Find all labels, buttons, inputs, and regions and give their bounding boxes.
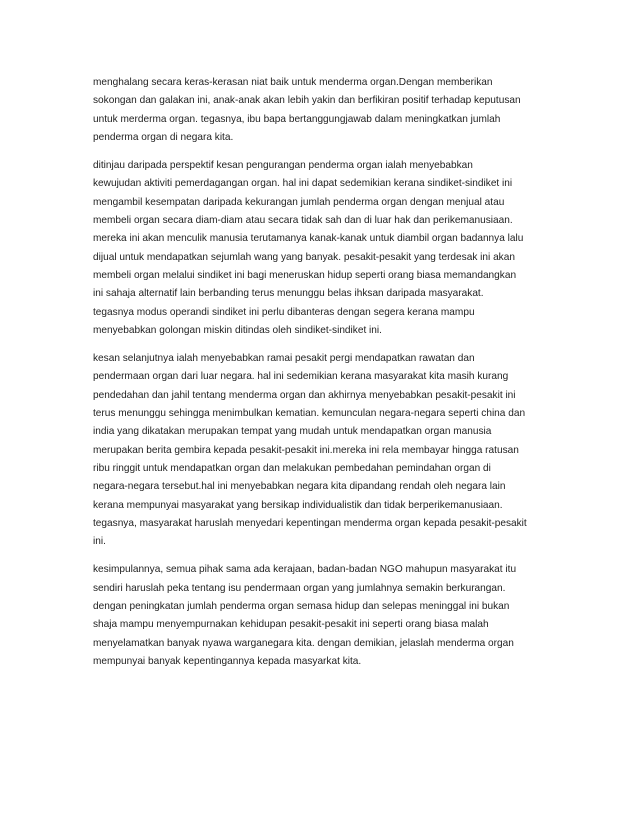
text-line: mengambil kesempatan daripada kekurangan jumlah penderma organ dengan menjual atau [93,196,505,208]
text-line: negara-negara tersebut.hal ini menyebabkan negara kita dipandang rendah oleh negara lain [93,481,506,493]
text-line: untuk merderma organ. tegasnya, ibu bapa bertanggungjawab dalam meningkatkan jumlah [93,113,501,125]
text-line: tegasnya, masyarakat haruslah menyedari kepentingan menderma organ kepada pesakit-pesakit [93,517,527,529]
text-line: kesimpulannya, semua pihak sama ada kerajaan, badan-badan NGO mahupun masyarakat itu [93,564,517,576]
text-line: pendedahan dan jahil tentang menderma organ dan akhirnya menyebabkan pesakit-pesakit ini [93,389,516,401]
text-line: kesan selanjutnya ialah menyebabkan ramai pesakit pergi mendapatkan rawatan dan [93,353,475,365]
text-line: ini. [93,536,106,548]
text-line: terus menunggu sehingga menimbulkan kematian. kemunculan negara-negara seperti china dan [93,408,526,420]
text-line: menghalang secara keras-kerasan niat baik untuk menderma organ.Dengan memberikan [93,77,493,88]
text-line: menyelamatkan banyak nyawa warganegara kita. dengan demikian, jelaslah menderma organ [93,637,514,649]
document-body [93,74,553,681]
text-line: membeli organ secara diam-diam atau secara tidak sah dan di luar hak dan perikemanusiaan. [93,215,513,227]
text-line: mereka ini akan menculik manusia terutamanya kanak-kanak untuk diambil organ badannya lalu [93,233,524,245]
paragraph [93,157,553,340]
text-line: mempunyai banyak kepentingannya kepada masyarkat kita. [93,655,362,667]
text-line: ditinjau daripada perspektif kesan pengurangan penderma organ ialah menyebabkan [93,160,473,172]
paragraph [93,350,553,551]
text-line: pendermaan organ dari luar negara. hal ini sedemikian kerana masyarakat kita masih kurang [93,371,509,383]
text-line: kerana mempunyai masyarakat yang bersikap individualistik dan tidak berperikemanusiaan. [93,499,503,511]
text-line: dijual untuk mendapatkan sejumlah wang yang banyak. pesakit-pesakit yang terdesak ini akan [93,251,515,263]
paragraph [93,74,553,147]
text-line: kewujudan aktiviti pemerdagangan organ. hal ini dapat sedemikian kerana sindiket-sindiket ini [93,178,513,190]
text-line: merupakan berita gembira kepada pesakit-pesakit ini.mereka ini rela membayar hingga ratusan [93,444,519,456]
text-line: shaja mampu menyempurnakan kehidupan pesakit-pesakit ini seperti orang biasa malah [93,619,489,631]
text-line: tegasnya modus operandi sindiket ini perlu dibanteras dengan segera kerana mampu [93,306,475,318]
text-line: sendiri haruslah peka tentang isu pendermaan organ yang jumlahnya semakin berkurangan. [93,582,506,594]
text-line: india yang dikatakan merupakan tempat yang mudah untuk mendapatkan organ manusia [93,426,492,438]
text-line: membeli organ melalui sindiket ini bagi meneruskan hidup seperti orang biasa memandangkan [93,269,517,281]
text-line: menyebabkan golongan miskin ditindas oleh sindiket-sindiket ini. [93,324,382,336]
text-line: ini sahaja alternatif lain berbanding terus menunggu belas ihksan daripada masyarakat. [93,288,484,300]
text-line: dengan peningkatan jumlah penderma organ semasa hidup dan selepas meninggal ini bukan [93,601,510,613]
text-line: ribu ringgit untuk mendapatkan organ dan melakukan pembedahan pemindahan organ di [93,462,491,474]
paragraph [93,561,553,671]
text-line: penderma organ di negara kita. [93,131,234,143]
text-line: sokongan dan galakan ini, anak-anak akan lebih yakin dan berfikiran positif terhadap keputusan [93,95,521,107]
